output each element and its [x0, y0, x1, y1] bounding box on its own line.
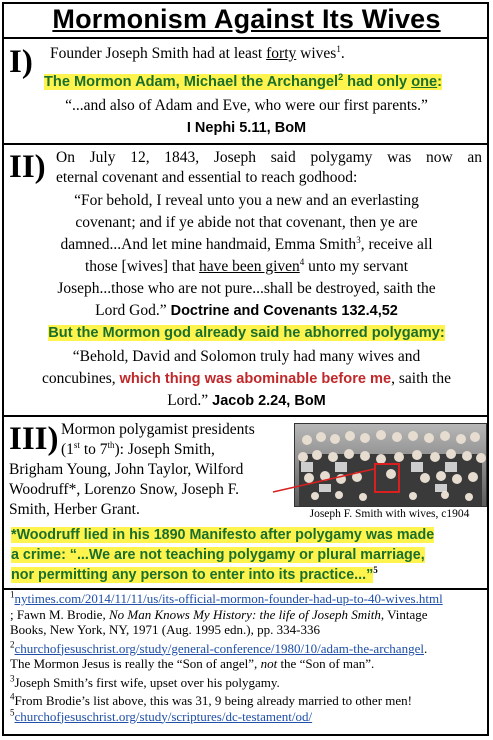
section-2-line-1: On July 12, 1843, Joseph said polygamy was now an	[56, 149, 482, 166]
presidents-line-3: Brigham Young, John Taylor, Wilford	[9, 461, 244, 478]
pointer-line	[270, 467, 380, 497]
footnote-3: $^3$Joseph Smith’s first wife, upset over his polygamy.	[10, 673, 280, 690]
presidents-line-4: Woodruff*, Lorenzo Snow, Joseph F.	[9, 481, 239, 498]
section-2-numeral: II)	[9, 149, 46, 185]
woodruff-highlight: *Woodruff lied in his 1890 Manifesto after polygamy was made a crime: “...We are not teaching polygamy or plural marriage, nor permitting any person to enter into its practice...”$^5$	[11, 527, 435, 583]
covenant-quote-6: Lord God.” Doctrine and Covenants 132.4,52	[95, 302, 398, 319]
footnote-1-link[interactable]: nytimes.com/2014/11/11/us/its-official-mormon-founder-had-up-to-40-wives.html	[14, 591, 443, 606]
presidents-line-5: Smith, Herber Grant.	[9, 501, 140, 518]
divider	[4, 588, 489, 590]
section-1-intro: Founder Joseph Smith had at least forty wives$^1$.	[50, 43, 345, 62]
covenant-quote-3: damned...And let mine handmaid, Emma Smith$^3$, receive all	[60, 234, 433, 253]
divider	[4, 415, 489, 417]
section-3-numeral: III)	[9, 421, 59, 457]
jacob-quote-2: concubines, which thing was abominable before me, saith the	[42, 370, 451, 387]
footnote-1: $^1$nytimes.com/2014/11/11/us/its-official-mormon-founder-had-up-to-40-wives.html	[10, 589, 443, 606]
nephi-citation: I Nephi 5.11, BoM	[186, 120, 307, 136]
footnote-5: $^5$churchofjesuschrist.org/study/scriptures/dc-testament/od/	[10, 707, 313, 724]
covenant-quote-5: Joseph...those who are not pure...shall be destroyed, saith the	[57, 280, 436, 297]
footnotes: $^1$nytimes.com/2014/11/11/us/its-official-mormon-founder-had-up-to-40-wives.html ; Fawn M. Brodie, No Man Knows My History: the life of Joseph Smith, Vintage Books, New York, NY, 1971 (Aug. 1995 edn.), pp. 334-336 $^2$churchofjesuschrist.org/study/general-conference/1980/10/adam-the-archangel. The Mormon Jesus is really the “Son of angel”, not the “Son of man”. $^3$Joseph Smith’s first wife, upset over his polygamy. $^4$From Brodie’s list above, this was 31, 9 being already married to other men! $^5$churchofjesuschrist.org/study/scriptures/dc-testament/od/	[10, 591, 485, 724]
covenant-quote-2: covenant; and if ye abide not that covenant, then ye are	[75, 214, 418, 231]
footnote-4: $^4$From Brodie’s list above, this was 31, 9 being already married to other men!	[10, 691, 412, 708]
presidents-line-2: (1st to 7th): Joseph Smith,	[61, 439, 215, 458]
section-2-line-2: eternal covenant and essential to reach godhood:	[56, 169, 358, 186]
jacob-quote-1: “Behold, David and Solomon truly had many wives and	[72, 348, 421, 365]
jacob-citation: Jacob 2.24, BoM	[208, 393, 326, 409]
footnote-2-link[interactable]: churchofjesuschrist.org/study/general-conference/1980/10/adam-the-archangel	[14, 640, 424, 656]
photo-caption: Joseph F. Smith with wives, c1904	[309, 508, 470, 520]
presidents-line-1: Mormon polygamist presidents	[61, 421, 255, 438]
divider	[4, 37, 489, 39]
footnote-2: $^2$churchofjesuschrist.org/study/general-conference/1980/10/adam-the-archangel.	[10, 639, 428, 656]
covenant-quote-4: those [wives] that have been given$^4$ unto my servant	[84, 256, 409, 275]
dc-citation: Doctrine and Covenants 132.4,52	[166, 303, 398, 319]
section-2-highlight: But the Mormon god already said he abhorred polygamy:	[48, 325, 445, 341]
section-1-highlight: The Mormon Adam, Michael the Archangel$^2$ had only one:	[44, 72, 443, 90]
section-1-numeral: I)	[9, 44, 33, 80]
divider	[4, 143, 489, 145]
adam-eve-quote: “...and also of Adam and Eve, who were our first parents.”	[65, 97, 428, 114]
covenant-quote-1: “For behold, I reveal unto you a new and an everlasting	[74, 192, 419, 209]
jacob-quote-3: Lord.” Jacob 2.24, BoM	[167, 392, 326, 409]
page-title: Mormonism Against Its Wives	[52, 4, 441, 34]
footnote-5-link[interactable]: churchofjesuschrist.org/study/scriptures/dc-testament/od/	[14, 708, 313, 724]
